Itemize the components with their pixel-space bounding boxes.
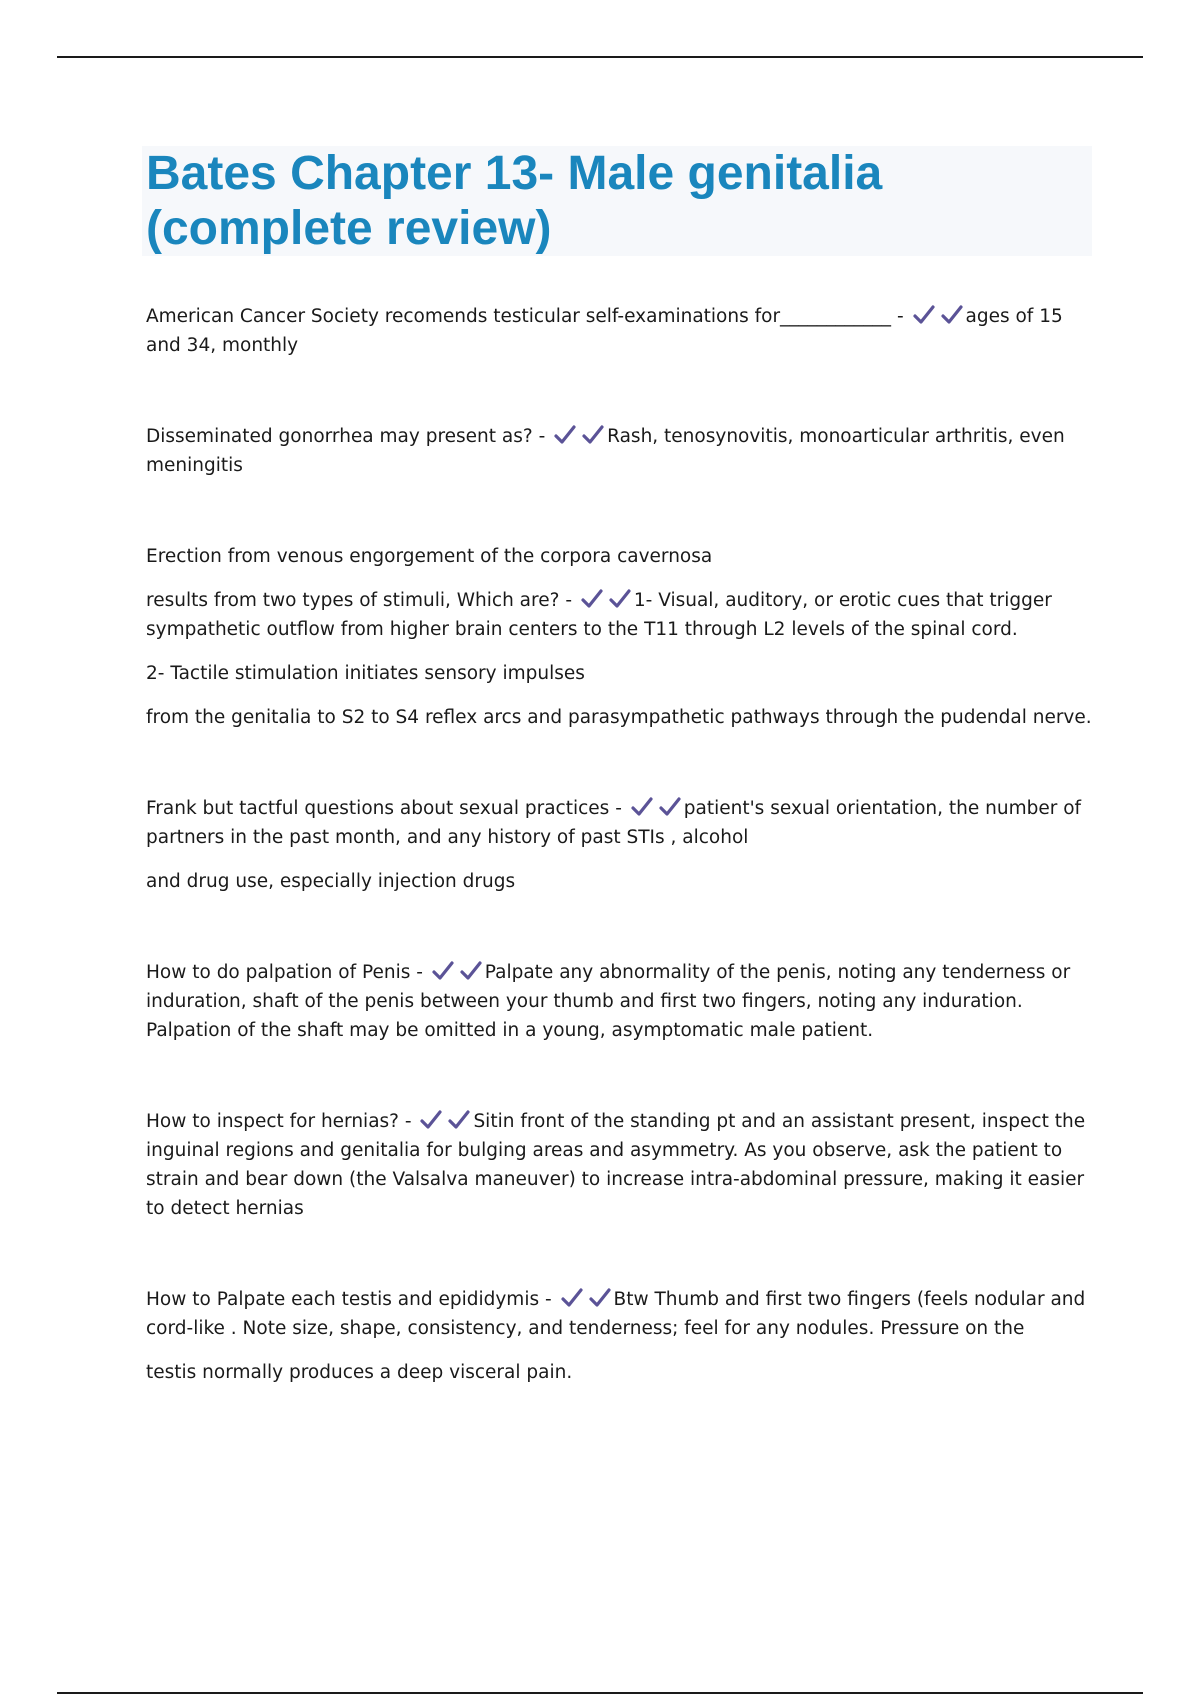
page-title: Bates Chapter 13- Male genitalia (complete review): [146, 147, 883, 255]
qa-first-line: [146, 1285, 1092, 1343]
qa-list: [146, 302, 1092, 1449]
qa-item: [146, 1107, 1092, 1223]
separator: -: [539, 1289, 558, 1310]
separator: -: [532, 426, 552, 447]
answer-continuation: and drug use, especially injection drugs: [146, 871, 516, 892]
qa-first-line: [146, 958, 1092, 1045]
qa-item: [146, 1285, 1092, 1387]
double-check-icon: [429, 962, 485, 983]
separator: -: [410, 962, 429, 983]
separator: -: [609, 798, 628, 819]
qa-item: [146, 958, 1092, 1045]
bottom-rule: [57, 1692, 1143, 1694]
question-text: American Cancer Society recomends testicular self-examinations for____________: [146, 306, 892, 327]
question-text: results from two types of stimuli, Which are?: [146, 590, 560, 611]
preamble-text: Erection from venous engorgement of the corpora cavernosa: [146, 546, 713, 567]
separator: -: [399, 1111, 418, 1132]
answer-text: Btw Thumb and first two fingers (feels nodular and cord-like . Note size, shape, consistency, and tenderness; feel for any nodules. Pressure on the: [146, 1289, 1086, 1339]
answer-text: Rash, tenosynovitis, monoarticular arthritis, even meningitis: [146, 426, 1065, 476]
qa-first-line: [146, 302, 1092, 360]
double-check-icon: [628, 798, 684, 819]
separator: -: [559, 590, 578, 611]
double-check-icon: [578, 590, 634, 611]
question-text: How to inspect for hernias?: [146, 1111, 399, 1132]
top-rule: [57, 56, 1143, 58]
qa-first-line: [146, 422, 1092, 480]
question-text: How to Palpate each testis and epididymis: [146, 1289, 540, 1310]
answer-continuation: 2- Tactile stimulation initiates sensory impulses: [146, 663, 585, 684]
answer-text: patient's sexual orientation, the number of partners in the past month, and any history of past STIs , alcohol: [146, 798, 1082, 848]
double-check-icon: [558, 1289, 614, 1310]
answer-text: ages of 15 and 34, monthly: [146, 306, 1063, 356]
double-check-icon: [551, 426, 607, 447]
question-text: How to do palpation of Penis: [146, 962, 411, 983]
separator: -: [891, 306, 910, 327]
qa-item: [146, 302, 1092, 360]
double-check-icon: [910, 306, 966, 327]
qa-item: [146, 542, 1092, 732]
qa-first-line: [146, 586, 1092, 644]
answer-text: Sitin front of the standing pt and an assistant present, inspect the inguinal regions and genitalia for bulging areas and asymmetry. As you observe, ask the patient to strain and bear down (the Valsalva maneuver) to increase intra-abdominal pressure, making it easier to detect hernias: [146, 1111, 1086, 1219]
qa-item: [146, 794, 1092, 896]
qa-first-line: [146, 1107, 1092, 1223]
question-text: Disseminated gonorrhea may present as?: [146, 426, 533, 447]
answer-continuation: testis normally produces a deep visceral pain.: [146, 1362, 573, 1383]
answer-text: 1- Visual, auditory, or erotic cues that trigger sympathetic outflow from higher brain centers to the T11 through L2 levels of the spinal cord.: [146, 590, 1052, 640]
question-text: Frank but tactful questions about sexual practices: [146, 798, 610, 819]
qa-item: [146, 422, 1092, 480]
qa-first-line: [146, 794, 1092, 852]
answer-text: Palpate any abnormality of the penis, noting any tenderness or induration, shaft of the penis between your thumb and first two fingers, noting any induration. Palpation of the shaft may be omitted in a young, asymptomatic male patient.: [146, 962, 1071, 1041]
answer-continuation: from the genitalia to S2 to S4 reflex arcs and parasympathetic pathways through the pudendal nerve.: [146, 707, 1092, 728]
double-check-icon: [417, 1111, 473, 1132]
